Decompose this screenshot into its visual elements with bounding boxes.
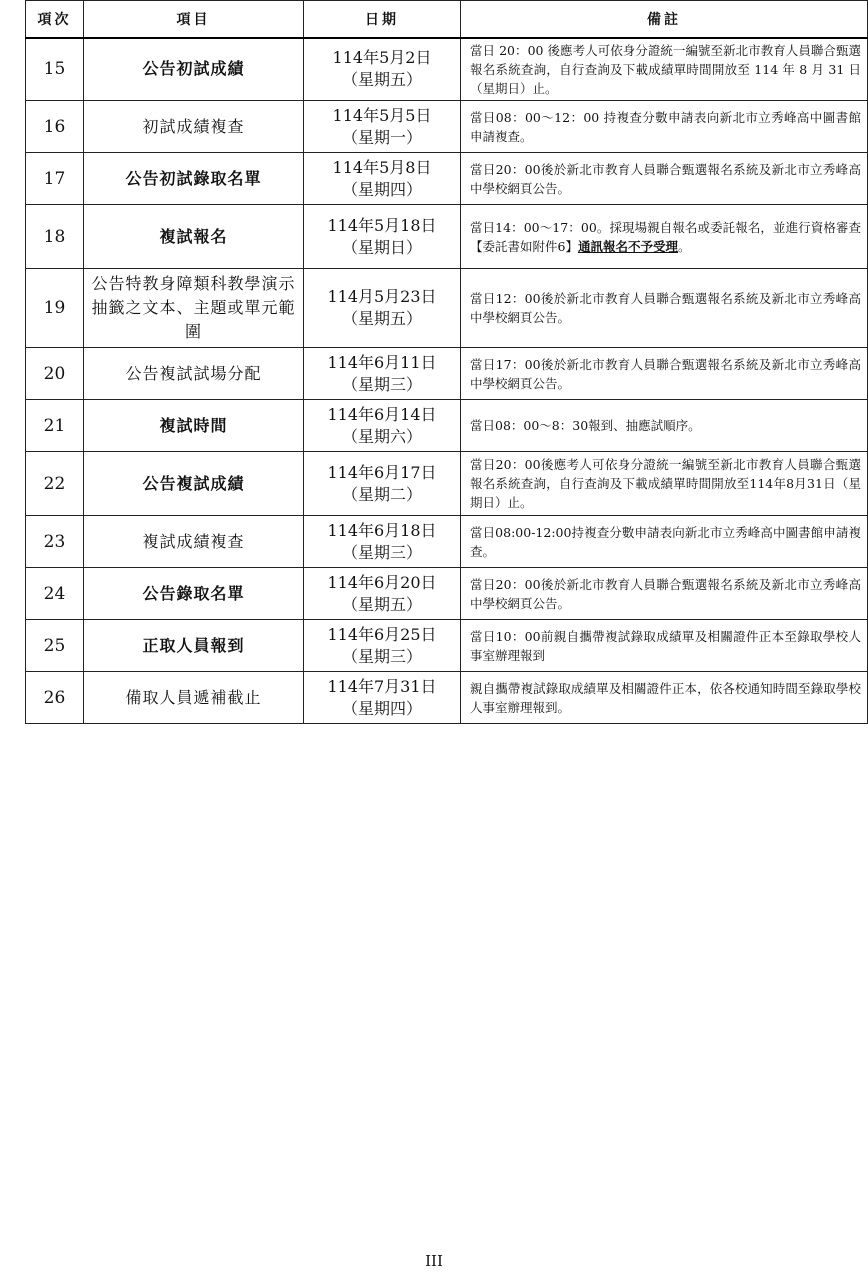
- row-note-cell: [461, 348, 868, 400]
- row-note-tail: 。: [677, 238, 691, 254]
- row-date: 114年5月2日: [332, 48, 432, 68]
- row-note-cell: [461, 205, 868, 269]
- row-number: 20: [26, 348, 84, 400]
- row-date-cell: [304, 38, 461, 101]
- header-no: 項次: [26, 1, 84, 38]
- row-note-emphasis: 通訊報名不予受理: [577, 238, 678, 254]
- row-date: 114年5月18日: [327, 215, 437, 235]
- row-note-cell: [461, 269, 868, 348]
- row-number: 21: [26, 400, 84, 452]
- row-weekday: （星期五）: [341, 309, 422, 328]
- row-weekday: （星期三）: [341, 374, 422, 394]
- row-note: 當日20：00後應考人可依身分證統一編號至新北市教育人員聯合甄選報名系統查詢，自行查詢及下載成績單時間開放至114年8月31日（星期日）止。: [470, 457, 861, 510]
- row-item: 公告初試錄取名單: [84, 153, 304, 205]
- row-item: 公告特教身障類科教學演示抽籤之文本、主題或單元範圍: [84, 269, 304, 348]
- row-note-cell: [461, 101, 868, 153]
- row-note: 當日08:00-12:00持複查分數申請表向新北市立秀峰高中圖書館申請複查。: [470, 524, 861, 559]
- table-row: [26, 568, 868, 620]
- row-note-cell: [461, 153, 868, 205]
- row-date: 114年6月11日: [327, 352, 437, 372]
- row-weekday: （星期一）: [341, 127, 422, 147]
- table-row: [26, 516, 868, 568]
- row-date: 114月5月23日: [327, 287, 437, 306]
- row-date: 114年5月5日: [332, 105, 432, 125]
- row-weekday: （星期三）: [341, 542, 422, 562]
- row-date-cell: [304, 620, 461, 672]
- row-weekday: （星期六）: [341, 426, 422, 446]
- row-note-cell: [461, 568, 868, 620]
- row-item: 複試成績複查: [84, 516, 304, 568]
- row-weekday: （星期四）: [341, 698, 422, 718]
- table-row: [26, 620, 868, 672]
- row-weekday: （星期三）: [341, 646, 422, 666]
- row-item: 正取人員報到: [84, 620, 304, 672]
- row-weekday: （星期日）: [341, 237, 422, 257]
- row-number: 24: [26, 568, 84, 620]
- table-row: [26, 269, 868, 348]
- row-number: 17: [26, 153, 84, 205]
- header-item: 項目: [84, 1, 304, 38]
- row-note: 當日10：00前親自攜帶複試錄取成績單及相關證件正本至錄取學校人事室辦理報到: [470, 628, 861, 663]
- header-row: [26, 1, 868, 38]
- row-weekday: （星期五）: [341, 594, 422, 614]
- row-date-cell: [304, 348, 461, 400]
- row-date-cell: [304, 400, 461, 452]
- row-note: 親自攜帶複試錄取成績單及相關證件正本，依各校通知時間至錄取學校人事室辦理報到。: [470, 680, 861, 715]
- row-note: 當日14：00～17：00。採現場親自報名或委託報名，並進行資格審查【委託書如附件6】: [470, 219, 861, 254]
- row-note: 當日17：00後於新北市教育人員聯合甄選報名系統及新北市立秀峰高中學校網頁公告。: [470, 356, 861, 391]
- row-note-cell: [461, 400, 868, 452]
- row-date-cell: [304, 568, 461, 620]
- row-item: 初試成績複查: [84, 101, 304, 153]
- row-note: 當日20：00後於新北市教育人員聯合甄選報名系統及新北市立秀峰高中學校網頁公告。: [470, 161, 861, 196]
- row-number: 25: [26, 620, 84, 672]
- table-row: [26, 38, 868, 101]
- row-note-cell: [461, 672, 868, 724]
- table-row: [26, 101, 868, 153]
- row-note: 當日12：00後於新北市教育人員聯合甄選報名系統及新北市立秀峰高中學校網頁公告。: [470, 291, 861, 325]
- table-row: [26, 205, 868, 269]
- row-number: 22: [26, 452, 84, 516]
- row-date: 114年6月18日: [327, 520, 437, 540]
- row-date-cell: [304, 269, 461, 348]
- row-date-cell: [304, 205, 461, 269]
- row-number: 26: [26, 672, 84, 724]
- row-item: 備取人員遞補截止: [84, 672, 304, 724]
- row-item: 公告複試試場分配: [84, 348, 304, 400]
- row-note: 當日 20：00 後應考人可依身分證統一編號至新北市教育人員聯合甄選報名系統查詢，自行查詢及下載成績單時間開放至 114 年 8 月 31 日（星期日）止。: [470, 42, 861, 96]
- row-item: 公告複試成績: [84, 452, 304, 516]
- row-number: 19: [26, 269, 84, 348]
- row-note-cell: [461, 38, 868, 101]
- row-date: 114年7月31日: [327, 676, 437, 696]
- row-note: 當日08：00～12：00 持複查分數申請表向新北市立秀峰高中圖書館申請複查。: [470, 109, 861, 144]
- row-date: 114年6月14日: [327, 404, 437, 424]
- row-number: 23: [26, 516, 84, 568]
- row-note: 當日20：00後於新北市教育人員聯合甄選報名系統及新北市立秀峰高中學校網頁公告。: [470, 576, 861, 611]
- row-date-cell: [304, 672, 461, 724]
- page-number: III: [425, 1252, 443, 1270]
- row-weekday: （星期四）: [341, 179, 422, 199]
- row-date: 114年6月17日: [327, 462, 437, 482]
- row-item: 複試報名: [84, 205, 304, 269]
- row-note-cell: [461, 516, 868, 568]
- row-date-cell: [304, 516, 461, 568]
- schedule-table: [25, 0, 868, 724]
- row-date: 114年6月25日: [327, 624, 437, 644]
- table-row: [26, 153, 868, 205]
- table-row: [26, 348, 868, 400]
- table-row: [26, 452, 868, 516]
- row-item: 複試時間: [84, 400, 304, 452]
- row-note-cell: [461, 452, 868, 516]
- row-number: 16: [26, 101, 84, 153]
- header-date: 日期: [304, 1, 461, 38]
- table-row: [26, 400, 868, 452]
- row-note: 當日08：00～8：30報到、抽應試順序。: [470, 418, 701, 433]
- row-number: 15: [26, 38, 84, 101]
- row-item: 公告錄取名單: [84, 568, 304, 620]
- row-number: 18: [26, 205, 84, 269]
- row-date: 114年5月8日: [332, 157, 432, 177]
- table-row: [26, 672, 868, 724]
- row-date-cell: [304, 452, 461, 516]
- row-weekday: （星期五）: [341, 70, 422, 90]
- row-date-cell: [304, 101, 461, 153]
- row-note-cell: [461, 620, 868, 672]
- row-date: 114年6月20日: [327, 572, 437, 592]
- row-item: 公告初試成績: [84, 38, 304, 101]
- header-note: 備註: [461, 1, 868, 38]
- row-date-cell: [304, 153, 461, 205]
- row-weekday: （星期二）: [341, 484, 422, 504]
